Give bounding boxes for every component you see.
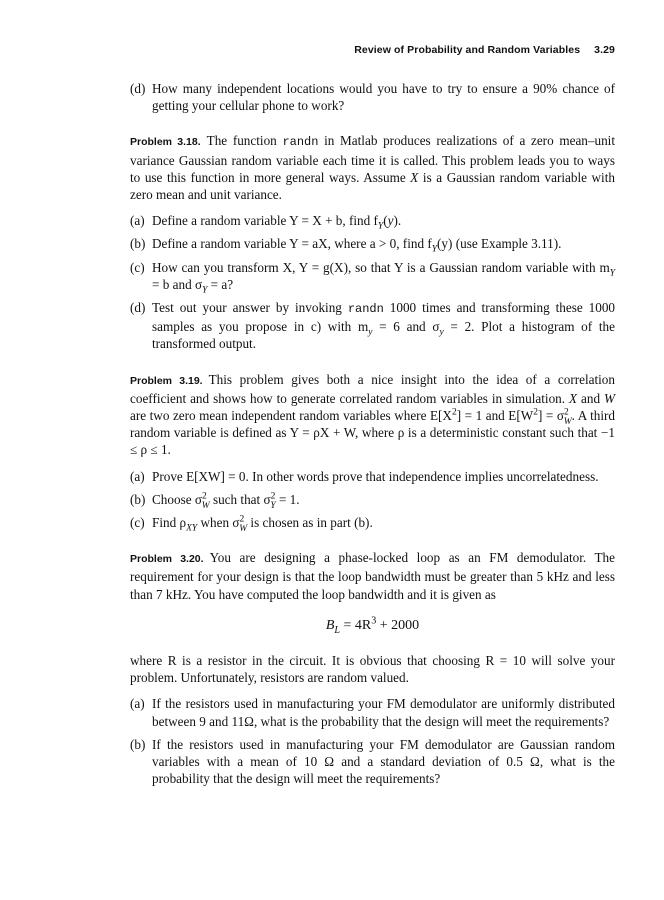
problem-3-18-part-d: (d) Test out your answer by invoking randn 1000 times and transforming these 1000 samples as you propose in c) with $m_y = 6$ and $\sigma_y = 2$. Plot a histogram of the transformed output. bbox=[130, 300, 616, 352]
page-content bbox=[130, 80, 615, 794]
problem-3-20-statement: Problem 3.20. You are designing a phase-locked loop as an FM demodulator. The requirement for your design is that the loop bandwidth must be greater than 5 kHz and less than 7 kHz. You have computed the loop bandwidth and it is given as bbox=[130, 550, 616, 602]
running-header bbox=[130, 44, 615, 56]
loop-bandwidth-equation: $B_L = 4R^3 + 2000$ bbox=[325, 615, 420, 636]
running-title: Review of Probability and Random Variables bbox=[354, 44, 581, 56]
problem-3-20-continuation: where R is a resistor in the circuit. It is obvious that choosing R = 10 will solve your problem. Unfortunately, resistors are random valued. bbox=[130, 653, 615, 686]
problem-3-19-part-c: (c) Find $\rho_{XY}$ when $\sigma^2_W$ is chosen as in part (b). bbox=[130, 514, 373, 534]
problem-3-20-part-a: (a) If the resistors used in manufacturing your FM demodulator are uniformly distributed between 9 and 11Ω, what is the probability that the design will meet the requirements? bbox=[130, 696, 615, 729]
problem-3-19-part-a: (a) Prove E[XW] = 0. In other words prove that independence implies uncorrelatedness. bbox=[130, 468, 599, 484]
problem-3-18-part-c: (c) How can you transform X, Y = g(X), so that Y is a Gaussian random variable with $m_Y = b$ and $\sigma_Y = a$? bbox=[130, 259, 615, 296]
problem-3-18-part-a: (a) Define a random variable Y = X + b, find $f_Y(y)$. bbox=[130, 213, 402, 232]
prev-problem-part-d: (d) How many independent locations would you have to try to ensure a 90% chance of getting your cellular phone to work? bbox=[130, 81, 615, 114]
problem-3-18-statement: Problem 3.18. The function randn in Matlab produces realizations of a zero mean–unit variance Gaussian random variable each time it is called. This problem leads you to ways to use this function in more general ways. Assume X is a Gaussian random variable with zero mean and unit variance. bbox=[130, 133, 616, 203]
problem-3-18-part-b: (b) Define a random variable Y = aX, where a > 0, find $f_Y(y)$ (use Example 3.11). bbox=[130, 236, 562, 256]
problem-3-19-statement: Problem 3.19. This problem gives both a nice insight into the idea of a correlation coefficient and shows how to generate correlated random variables in simulation. X and W are two zero mean independent random variables where $E[X^2] = 1$ and $E[W^2] = \sigma^2_W$. A third random variable is defined as Y = ρX + W, where ρ is a deterministic constant such that −1 ≤ ρ ≤ 1. bbox=[130, 371, 615, 458]
page-number: 3.29 bbox=[594, 44, 615, 56]
problem-3-20-part-b: (b) If the resistors used in manufacturing your FM demodulator are Gaussian random variables with a mean of 10 Ω and a standard deviation of 0.5 Ω, what is the probability that the design will meet the requirements? bbox=[130, 736, 615, 787]
problem-3-19-part-b: (b) Choose $\sigma^2_W$ such that $\sigma^2_Y = 1$. bbox=[130, 491, 300, 511]
